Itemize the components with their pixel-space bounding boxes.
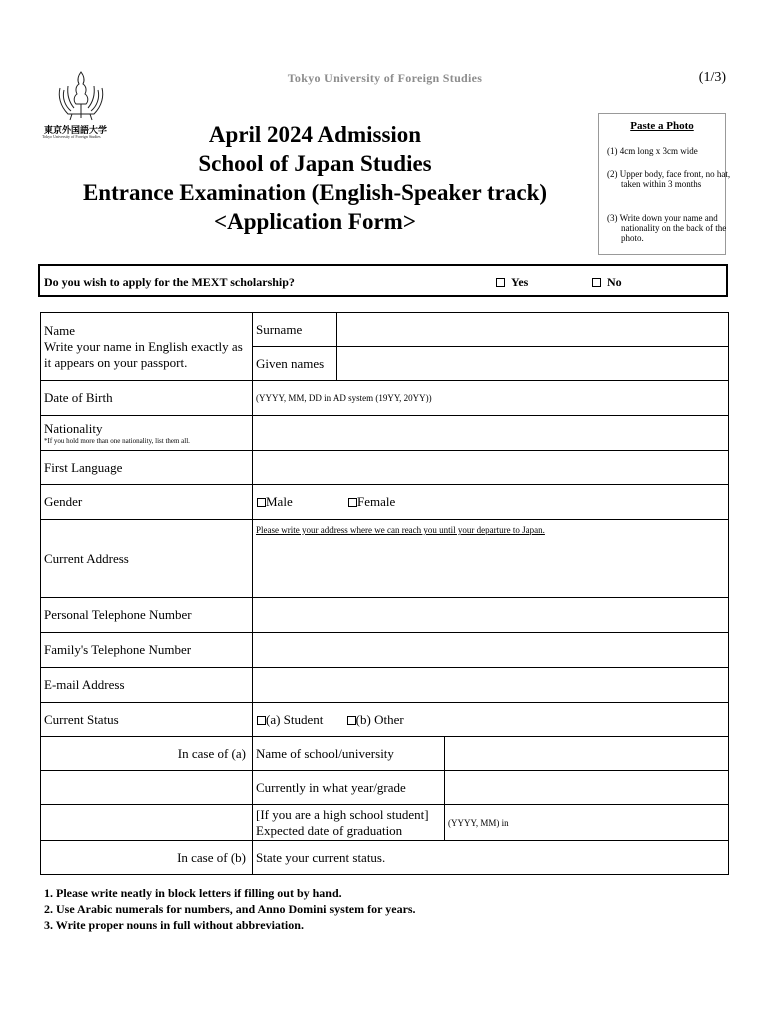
surname-field[interactable] bbox=[337, 313, 729, 347]
email-label: E-mail Address bbox=[41, 668, 253, 703]
name-instruction: Write your name in English exactly as it appears on your passport. bbox=[44, 338, 243, 370]
surname-label: Surname bbox=[253, 313, 337, 347]
female-checkbox[interactable] bbox=[348, 498, 357, 507]
mext-yes-option[interactable] bbox=[496, 275, 528, 290]
school-name-label: Name of school/university bbox=[253, 737, 445, 771]
address-note: Please write your address where we can reach you until your departure to Japan. bbox=[256, 525, 545, 535]
case-a-blank-cell bbox=[41, 771, 253, 805]
mext-no-option[interactable] bbox=[592, 275, 622, 290]
case-a-label: In case of (a) bbox=[41, 737, 253, 771]
female-option[interactable] bbox=[348, 494, 395, 509]
notes-section bbox=[44, 885, 416, 933]
graduation-hint: (YYYY, MM) in bbox=[448, 817, 509, 828]
state-status-label: State your current status. bbox=[256, 849, 386, 865]
nationality-label: Nationality bbox=[44, 421, 103, 436]
given-names-field[interactable] bbox=[337, 347, 729, 381]
female-label: Female bbox=[356, 494, 396, 509]
yes-checkbox[interactable] bbox=[496, 278, 505, 287]
logo-caption: 東京外国語大学 bbox=[44, 125, 108, 135]
personal-phone-field[interactable] bbox=[253, 598, 729, 633]
note-1: 1. Please write neatly in block letters if filling out by hand. bbox=[44, 886, 342, 900]
school-name-field[interactable] bbox=[445, 737, 729, 771]
personal-phone-label: Personal Telephone Number bbox=[41, 598, 253, 633]
photo-instruction-2: (2) Upper body, face front, no hat, taken within 3 months bbox=[607, 169, 731, 189]
graduation-label: Expected date of graduation bbox=[256, 822, 403, 838]
student-checkbox[interactable] bbox=[257, 716, 266, 725]
gender-label: Gender bbox=[41, 485, 253, 520]
graduation-field[interactable] bbox=[445, 805, 729, 841]
no-label: No bbox=[607, 275, 622, 289]
student-label: (a) Student bbox=[266, 711, 324, 727]
university-header: Tokyo University of Foreign Studies bbox=[287, 71, 483, 85]
mext-question: Do you wish to apply for the MEXT scholarship? bbox=[44, 275, 295, 289]
dob-field[interactable] bbox=[253, 381, 729, 416]
male-checkbox[interactable] bbox=[257, 498, 266, 507]
year-grade-field[interactable] bbox=[445, 771, 729, 805]
current-status-field[interactable] bbox=[253, 841, 729, 875]
case-b-label: In case of (b) bbox=[41, 841, 253, 875]
status-options bbox=[253, 703, 729, 737]
title-line-1: April 2024 Admission bbox=[208, 122, 422, 147]
male-option[interactable] bbox=[257, 494, 293, 509]
name-label-cell bbox=[41, 313, 253, 381]
mext-scholarship-box bbox=[38, 264, 728, 297]
title-line-3: Entrance Examination (English-Speaker track) bbox=[82, 180, 548, 205]
note-3: 3. Write proper nouns in full without abbreviation. bbox=[44, 918, 304, 932]
dob-hint: (YYYY, MM, DD in AD system (19YY, 20YY)) bbox=[256, 393, 432, 403]
no-checkbox[interactable] bbox=[592, 278, 601, 287]
other-option[interactable] bbox=[347, 712, 404, 727]
photo-box-title: Paste a Photo bbox=[630, 120, 694, 132]
first-language-field[interactable] bbox=[253, 451, 729, 485]
given-names-label: Given names bbox=[253, 347, 337, 381]
graduation-label-cell bbox=[253, 805, 445, 841]
email-field[interactable] bbox=[253, 668, 729, 703]
family-phone-field[interactable] bbox=[253, 633, 729, 668]
yes-label: Yes bbox=[511, 275, 529, 289]
application-form-table bbox=[40, 312, 729, 875]
dob-label: Date of Birth bbox=[41, 381, 253, 416]
title-line-4: <Application Form> bbox=[214, 209, 416, 234]
photo-instruction-1: (1) 4cm long x 3cm wide bbox=[607, 146, 698, 156]
nationality-field[interactable] bbox=[253, 416, 729, 451]
student-option[interactable] bbox=[257, 712, 323, 727]
photo-box[interactable] bbox=[598, 113, 731, 255]
other-checkbox[interactable] bbox=[347, 716, 356, 725]
note-2: 2. Use Arabic numerals for numbers, and Anno Domini system for years. bbox=[44, 902, 416, 916]
first-language-label: First Language bbox=[41, 451, 253, 485]
gender-options bbox=[253, 485, 729, 520]
logo-subcaption: Tokyo University of Foreign Studies bbox=[42, 134, 101, 139]
page-number: (1/3) bbox=[698, 70, 726, 85]
male-label: Male bbox=[266, 494, 293, 509]
status-label: Current Status bbox=[41, 703, 253, 737]
address-field[interactable] bbox=[253, 520, 729, 598]
name-label: Name bbox=[44, 322, 76, 338]
case-a-blank-cell bbox=[41, 805, 253, 841]
other-label: (b) Other bbox=[355, 711, 404, 727]
high-school-note: [If you are a high school student] bbox=[256, 806, 429, 822]
family-phone-label: Family's Telephone Number bbox=[41, 633, 253, 668]
address-label: Current Address bbox=[41, 520, 253, 598]
title-line-2: School of Japan Studies bbox=[198, 151, 432, 176]
photo-instruction-3: (3) Write down your name and nationality on the back of the photo. bbox=[607, 213, 727, 243]
year-grade-label: Currently in what year/grade bbox=[253, 771, 445, 805]
nationality-label-cell bbox=[41, 416, 253, 451]
nationality-note: *If you hold more than one nationality, list them all. bbox=[44, 437, 190, 445]
